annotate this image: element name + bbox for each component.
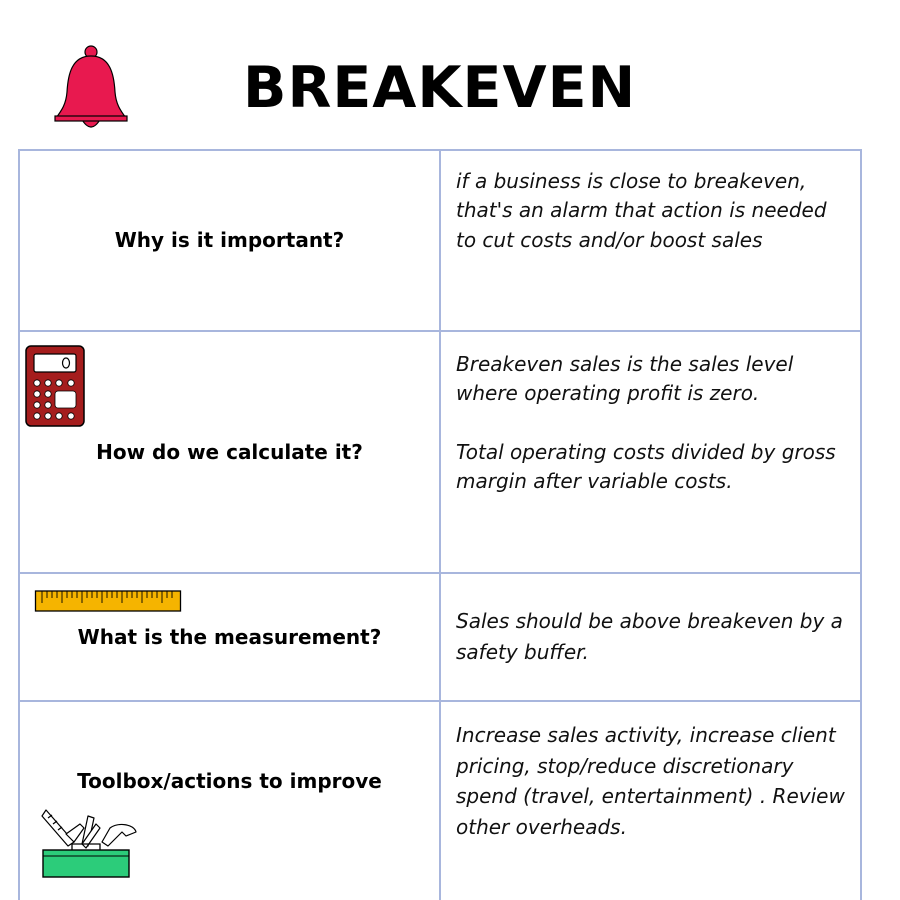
row-answer-importance — [456, 167, 848, 255]
ruler-icon — [34, 589, 182, 613]
bell-icon — [52, 44, 130, 130]
table-row-divider — [18, 572, 862, 574]
answer-text: Increase sales activity, increase client pricing, stop/reduce discretionary spend (travel, entertainment) . Review other overheads. — [456, 723, 845, 839]
row-question-importance: Why is it important? — [114, 228, 345, 252]
answer-paragraph: Breakeven sales is the sales level where operating profit is zero. — [456, 352, 794, 406]
toolbox-icon — [38, 806, 142, 880]
page-title: BREAKEVEN — [243, 55, 637, 121]
calculator-icon — [24, 344, 86, 428]
row-answer-toolbox — [456, 720, 848, 842]
table-row-divider — [18, 330, 862, 332]
row-question-calculation: How do we calculate it? — [96, 440, 363, 464]
row-question-measurement: What is the measurement? — [77, 625, 382, 649]
table-row-divider — [18, 700, 862, 702]
row-answer-measurement — [456, 606, 848, 668]
answer-paragraph: Total operating costs divided by gross margin after variable costs. — [456, 439, 836, 493]
answer-text: Sales should be above breakeven by a safety buffer. — [456, 609, 843, 664]
table-column-divider — [439, 149, 441, 900]
row-answer-calculation — [456, 350, 848, 496]
answer-text: if a business is close to breakeven, that's an alarm that action is needed to cut costs and/or boost sales — [456, 169, 827, 252]
row-question-toolbox: Toolbox/actions to improve — [77, 769, 382, 793]
